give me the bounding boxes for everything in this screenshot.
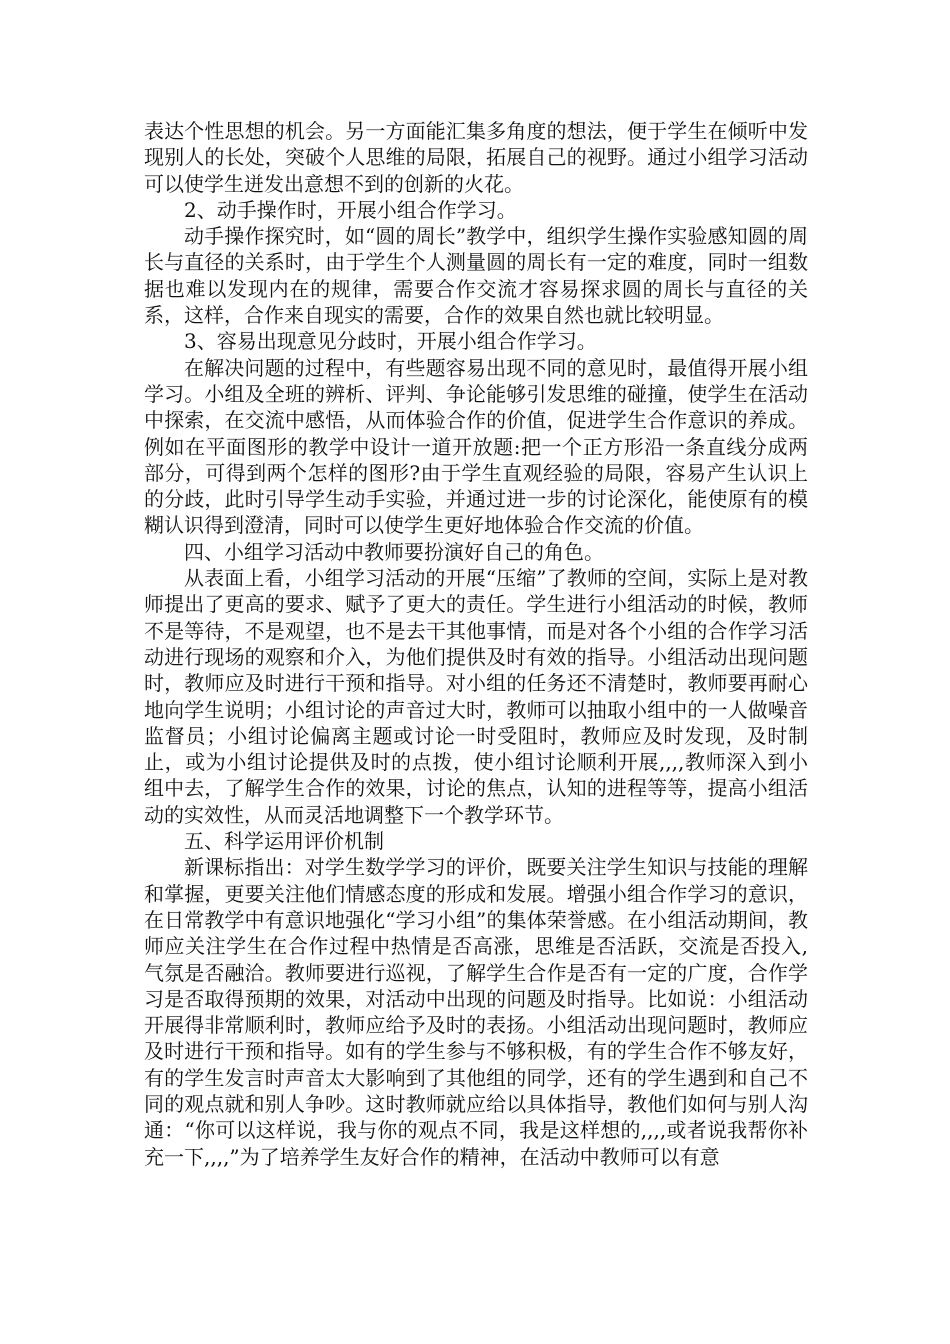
section-heading-disagreement: 3、容易出现意见分歧时，开展小组合作学习。 [184,329,597,354]
paragraph-evaluation: 新课标指出：对学生数学学习的评价，既要关注学生知识与技能的理解和掌握，更要关注他们情感态度的形成和发展。增强小组合作学习的意识，在日常教学中有意识地强化“学习小组”的集体荣誉感。在小组活动期间，教师应关注学生在合作过程中热情是否高涨，思维是否活跃，交流是否投入,气氛是否融洽。教师要进行巡视，了解学生合作是否有一定的广度，合作学习是否取得预期的效果，对活动中出现的问题及时指导。比如说：小组活动开展得非常顺利时，教师应给予及时的表扬。小组活动出现问题时，教师应及时进行干预和指导。如有的学生参与不够积极，有的学生合作不够友好，有的学生发言时声音太大影响到了其他组的同学，还有的学生遇到和自己不同的观点就和别人争吵。这时教师就应给以具体指导，教他们如何与别人沟通：“你可以这样说，我与你的观点不同，我是这样想的,,,,或者说我帮你补充一下,,,,”为了培养学生友好合作的精神，在活动中教师可以有意 [144,855,808,1169]
paragraph-disagreement: 在解决问题的过程中，有些题容易出现不同的意见时，最值得开展小组学习。小组及全班的辨析、评判、争论能够引发思维的碰撞，使学生在活动中探索，在交流中感悟，从而体验合作的价值，促进学生合作意识的养成。例如在平面图形的教学中设计一道开放题:把一个正方形沿一条直线分成两部分，可得到两个怎样的图形?由于学生直观经验的局限，容易产生认识上的分歧，此时引导学生动手实验，并通过进一步的讨论深化，能使原有的模糊认识得到澄清，同时可以使学生更好地体验合作交流的价值。 [144,355,808,538]
section-heading-hands-on: 2、动手操作时，开展小组合作学习。 [184,197,517,222]
section-heading-teacher-role: 四、小组学习活动中教师要扮演好自己的角色。 [184,539,604,564]
paragraph-teacher-role: 从表面上看，小组学习活动的开展“压缩”了教师的空间，实际上是对教师提出了更高的要求、赋予了更大的责任。学生进行小组活动的时候，教师不是等待，不是观望，也不是去干其他事情，而是对各个小组的合作学习活动进行现场的观察和介入，为他们提供及时有效的指导。小组活动出现问题时，教师应及时进行干预和指导。对小组的任务还不清楚时，教师要再耐心地向学生说明；小组讨论的声音过大时，教师可以抽取小组中的一人做噪音监督员；小组讨论偏离主题或讨论一时受阻时，教师应及时发现，及时制止，或为小组讨论提供及时的点拨，使小组讨论顺利开展,,,,教师深入到小组中去，了解学生合作的效果，讨论的焦点，认知的进程等等，提高小组活动的实效性，从而灵活地调整下一个教学环节。 [144,566,808,827]
paragraph-intro-continuation: 表达个性思想的机会。另一方面能汇集多角度的想法，便于学生在倾听中发现别人的长处，突破个人思维的局限，拓展自己的视野。通过小组学习活动可以使学生迸发出意想不到的创新的火花。 [144,119,808,196]
paragraph-hands-on: 动手操作探究时，如“圆的周长”教学中，组织学生操作实验感知圆的周长与直径的关系时，由于学生个人测量圆的周长有一定的难度，同时一组数据也难以发现内在的规律，需要合作交流才容易探求圆的周长与直径的关系，这样，合作来自现实的需要，合作的效果自然也就比较明显。 [144,224,808,328]
section-heading-evaluation: 五、科学运用评价机制 [184,829,384,854]
document-page [144,118,808,1170]
